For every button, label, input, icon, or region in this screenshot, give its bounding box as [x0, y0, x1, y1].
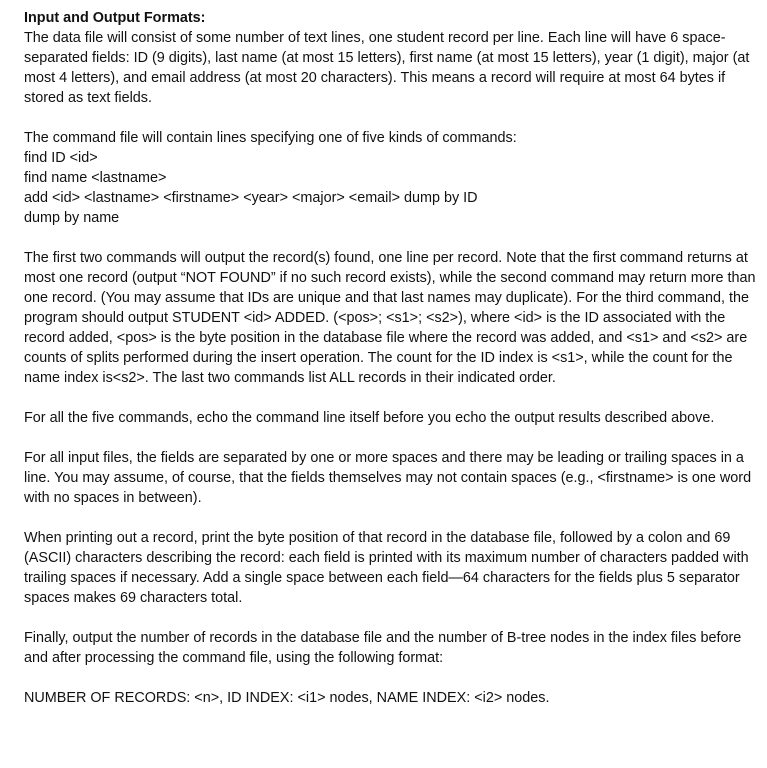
data-file-paragraph: The data file will consist of some number of text lines, one student record per line. Each line will have 6 space-separated fields: ID (9 digits), last name (at most 15 letters), first name (at most 15 letters), year (1 digit), major (at most 4 letters), and email address (at most 20 characters). This means a record will require at most 64 bytes if stored as text fields. [24, 30, 750, 106]
record-print-paragraph: When printing out a record, print the byte position of that record in the database file, followed by a colon and 69 (ASCII) characters describing the record: each field is printed with its maximum number of characters padded with trailing spaces if necessary. Add a single space between each field—64 characters for the fields plus 5 separator spaces makes 69 characters total. [24, 530, 749, 606]
spacer [24, 428, 759, 448]
document-body [24, 8, 759, 708]
input-fields-paragraph: For all input files, the fields are separated by one or more spaces and there may be leading or trailing spaces in a line. You may assume, of course, that the fields themselves may not contain spaces (e.g., <firstname> is one word with no spaces in between). [24, 450, 752, 506]
command-output-paragraph: The first two commands will output the record(s) found, one line per record. Note that the first command returns at most one record (output “NOT FOUND” if no such record exists), while the second command may return more than one record. (You may assume that IDs are unique and that last names may duplicate). For the third command, the program should output STUDENT <id> ADDED. (<pos>; <s1>; <s2>), where <id> is the ID associated with the record added, <pos> is the byte position in the database file where the record was added, and <s1> and <s2> are counts of splits performed during the insert operation. The count for the ID index is <s1>, while the count for the name index is<s2>. The last two commands list ALL records in their indicated order. [24, 250, 756, 386]
command-line-find-id: find ID <id> [24, 150, 98, 166]
output-format-line: NUMBER OF RECORDS: <n>, ID INDEX: <i1> nodes, NAME INDEX: <i2> nodes. [24, 690, 550, 706]
command-line-add-dump-id: add <id> <lastname> <firstname> <year> <major> <email> dump by ID [24, 190, 478, 206]
command-line-dump-name: dump by name [24, 210, 120, 226]
command-file-paragraph: The command file will contain lines specifying one of five kinds of commands: [24, 130, 517, 146]
final-output-paragraph: Finally, output the number of records in the database file and the number of B-tree nodes in the index files before and after processing the command file, using the following format: [24, 630, 742, 666]
spacer [24, 388, 759, 408]
spacer [24, 108, 759, 128]
echo-paragraph: For all the five commands, echo the command line itself before you echo the output results described above. [24, 410, 715, 426]
spacer [24, 228, 759, 248]
spacer [24, 608, 759, 628]
section-heading: Input and Output Formats: [24, 10, 206, 26]
command-line-find-name: find name <lastname> [24, 170, 167, 186]
spacer [24, 508, 759, 528]
spacer [24, 668, 759, 688]
